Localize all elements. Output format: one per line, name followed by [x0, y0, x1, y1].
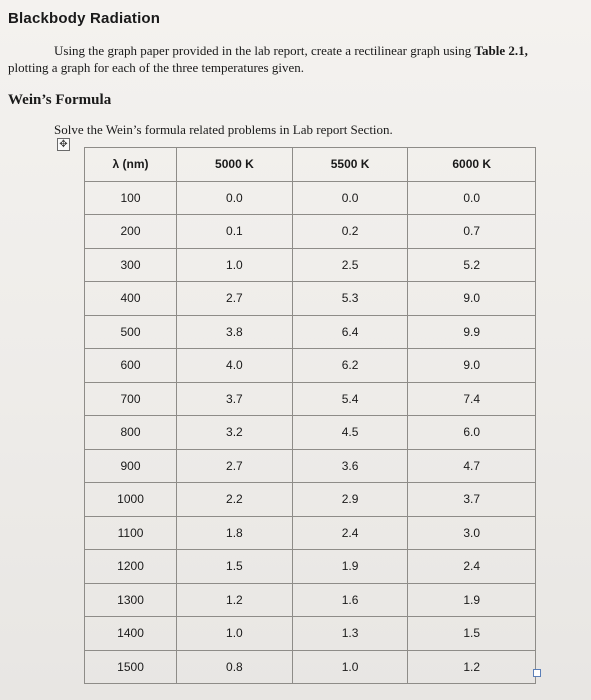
table-resize-handle[interactable]: [533, 669, 541, 677]
cell-5500k: 6.4: [292, 315, 408, 349]
data-table: [84, 147, 536, 684]
table-row: [85, 315, 536, 349]
page-title: Blackbody Radiation: [8, 10, 161, 27]
cell-wavelength: 300: [85, 248, 177, 282]
cell-6000k: 1.2: [408, 650, 536, 684]
table-header-row: [85, 148, 536, 182]
cell-wavelength: 1300: [85, 583, 177, 617]
cell-wavelength: 800: [85, 416, 177, 450]
cell-6000k: 9.0: [408, 349, 536, 383]
cell-5000k: 4.0: [177, 349, 293, 383]
cell-5500k: 1.3: [292, 617, 408, 651]
cell-wavelength: 900: [85, 449, 177, 483]
cell-5500k: 0.2: [292, 215, 408, 249]
cell-wavelength: 500: [85, 315, 177, 349]
cell-wavelength: 1400: [85, 617, 177, 651]
cell-6000k: 9.9: [408, 315, 536, 349]
cell-6000k: 4.7: [408, 449, 536, 483]
intro-table-ref: Table 2.1,: [474, 43, 528, 58]
cell-6000k: 6.0: [408, 416, 536, 450]
table-row: [85, 650, 536, 684]
cell-5500k: 5.3: [292, 282, 408, 316]
table-row: [85, 382, 536, 416]
cell-5000k: 0.0: [177, 181, 293, 215]
cell-wavelength: 700: [85, 382, 177, 416]
cell-5000k: 1.0: [177, 248, 293, 282]
instruction-text: Solve the Wein’s formula related problems in Lab report Section.: [54, 122, 393, 137]
cell-wavelength: 100: [85, 181, 177, 215]
header-5000k: 5000 K: [177, 148, 293, 182]
table-row: [85, 181, 536, 215]
cell-6000k: 2.4: [408, 550, 536, 584]
table-row: [85, 248, 536, 282]
header-wavelength: λ (nm): [85, 148, 177, 182]
cell-5500k: 1.6: [292, 583, 408, 617]
intro-text-end: plotting a graph for each of the three temperatures given.: [8, 60, 304, 75]
cell-5500k: 5.4: [292, 382, 408, 416]
cell-5000k: 2.7: [177, 282, 293, 316]
cell-6000k: 9.0: [408, 282, 536, 316]
cell-6000k: 1.5: [408, 617, 536, 651]
table-row: [85, 449, 536, 483]
cell-6000k: 5.2: [408, 248, 536, 282]
table-row: [85, 416, 536, 450]
cell-wavelength: 1100: [85, 516, 177, 550]
cell-5500k: 0.0: [292, 181, 408, 215]
table-row: [85, 617, 536, 651]
cell-5500k: 2.4: [292, 516, 408, 550]
cell-wavelength: 1000: [85, 483, 177, 517]
cell-wavelength: 200: [85, 215, 177, 249]
cell-5500k: 4.5: [292, 416, 408, 450]
cell-5500k: 2.9: [292, 483, 408, 517]
cell-6000k: 1.9: [408, 583, 536, 617]
cell-5000k: 3.8: [177, 315, 293, 349]
table-row: [85, 550, 536, 584]
cell-5500k: 1.0: [292, 650, 408, 684]
intro-paragraph: [8, 42, 568, 76]
cell-5000k: 1.0: [177, 617, 293, 651]
table-row: [85, 483, 536, 517]
cell-6000k: 3.7: [408, 483, 536, 517]
move-anchor-icon[interactable]: ✥: [57, 138, 70, 151]
cell-wavelength: 1200: [85, 550, 177, 584]
section-heading: Wein’s Formula: [8, 92, 112, 108]
cell-6000k: 0.0: [408, 181, 536, 215]
header-6000k: 6000 K: [408, 148, 536, 182]
header-5500k: 5500 K: [292, 148, 408, 182]
cell-6000k: 3.0: [408, 516, 536, 550]
table-row: [85, 282, 536, 316]
table-row: [85, 583, 536, 617]
table-row: [85, 349, 536, 383]
cell-5500k: 2.5: [292, 248, 408, 282]
cell-6000k: 7.4: [408, 382, 536, 416]
cell-5000k: 2.2: [177, 483, 293, 517]
cell-5000k: 3.2: [177, 416, 293, 450]
cell-5000k: 1.2: [177, 583, 293, 617]
cell-5000k: 1.5: [177, 550, 293, 584]
cell-wavelength: 1500: [85, 650, 177, 684]
table-body: [85, 181, 536, 684]
cell-5500k: 1.9: [292, 550, 408, 584]
cell-wavelength: 600: [85, 349, 177, 383]
cell-5500k: 6.2: [292, 349, 408, 383]
cell-6000k: 0.7: [408, 215, 536, 249]
cell-5000k: 0.1: [177, 215, 293, 249]
intro-text: Using the graph paper provided in the lab report, create a rectilinear graph using: [54, 43, 475, 58]
cell-5000k: 3.7: [177, 382, 293, 416]
cell-5500k: 3.6: [292, 449, 408, 483]
cell-wavelength: 400: [85, 282, 177, 316]
cell-5000k: 1.8: [177, 516, 293, 550]
table-row: [85, 215, 536, 249]
table-row: [85, 516, 536, 550]
cell-5000k: 0.8: [177, 650, 293, 684]
cell-5000k: 2.7: [177, 449, 293, 483]
